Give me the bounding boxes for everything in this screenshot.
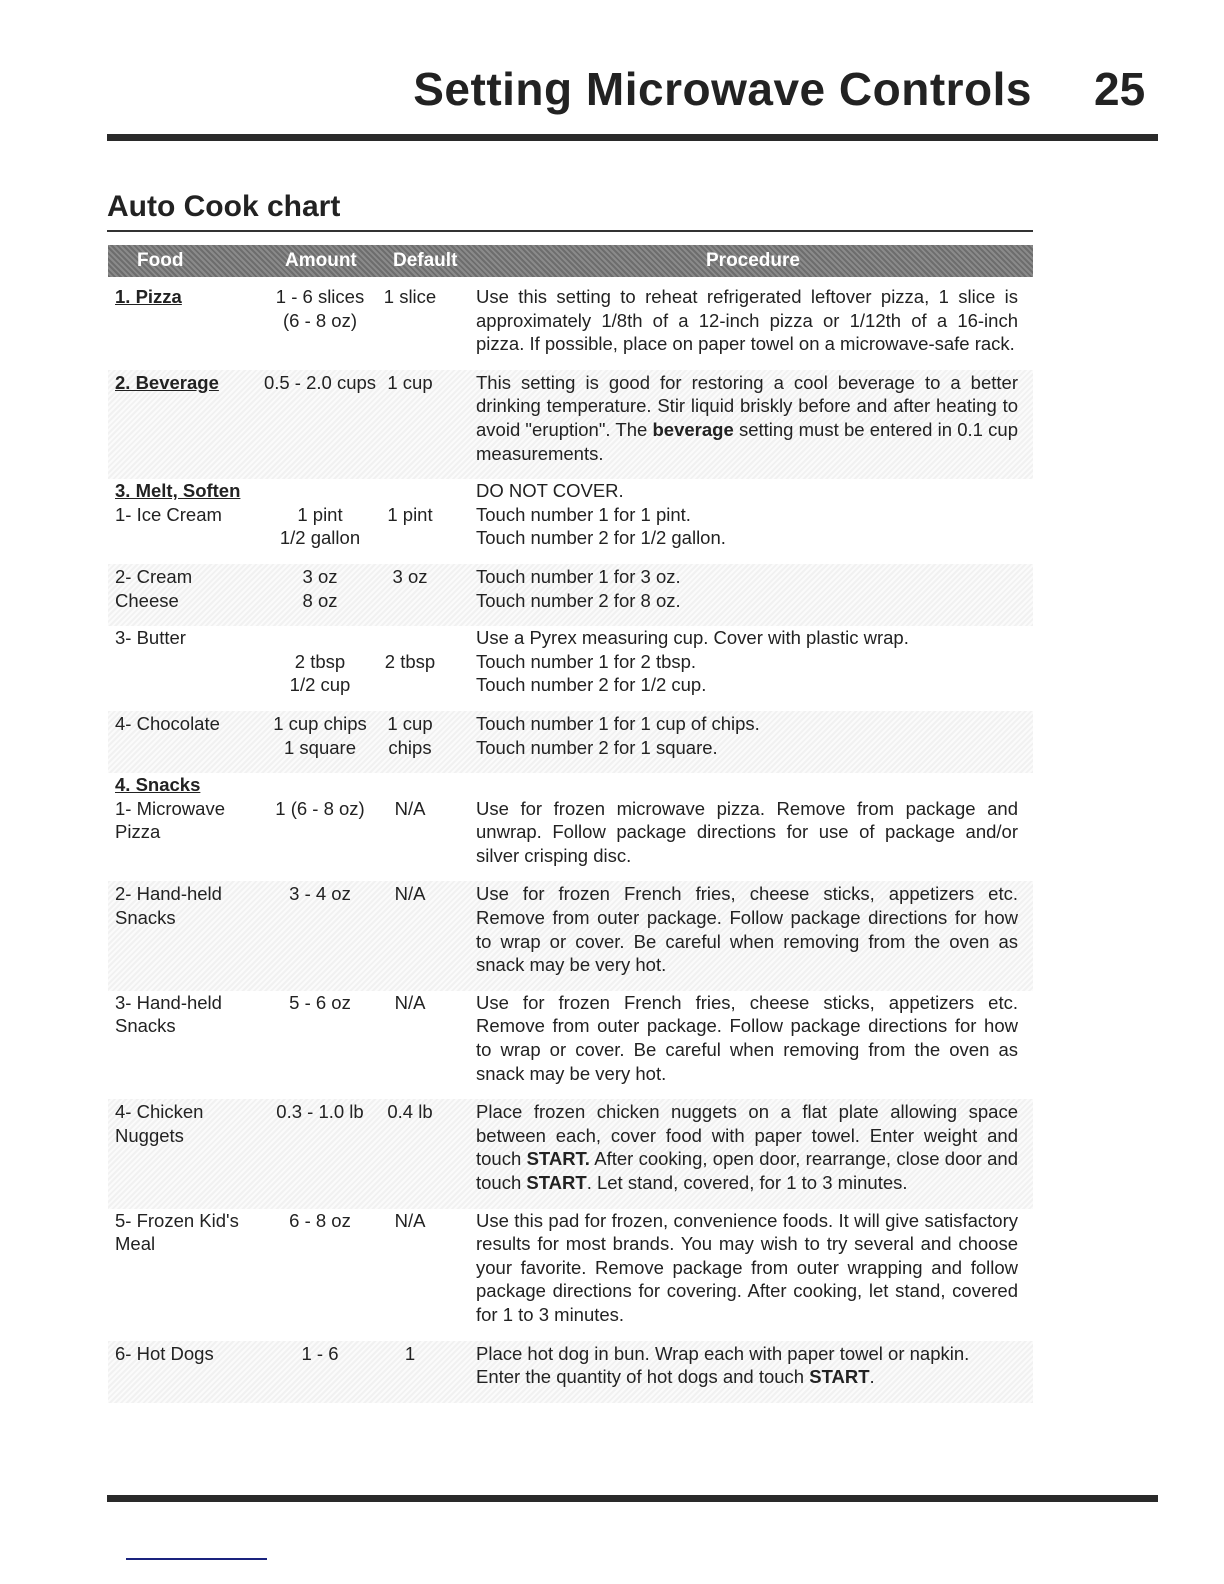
food-cell: 4- Chicken Nuggets <box>115 1101 204 1146</box>
default-cell <box>370 285 450 356</box>
procedure-text: DO NOT COVER. <box>476 480 624 502</box>
section-title: Auto Cook chart <box>107 190 341 223</box>
procedure-text: . Let stand, covered, for 1 to 3 minutes. <box>586 1172 908 1193</box>
section-rule <box>107 230 1033 232</box>
default-line: N/A <box>394 1209 426 1231</box>
default-cell <box>370 773 450 797</box>
procedure-text: Use for frozen French fries, cheese sticks, appetizers etc. Remove from outer package. Follow package directions for how to wrap or cover. Be careful when removing from the oven as snack may be very hot. <box>476 991 1018 1084</box>
amount-line: 1 square <box>284 736 356 758</box>
default-line: 1 cup <box>387 712 433 734</box>
procedure-text: Touch number 2 for 8 oz. <box>476 589 681 611</box>
procedure-cell <box>476 991 1018 1085</box>
procedure-cell <box>476 712 1018 759</box>
top-rule <box>107 134 1158 141</box>
page-number: 25 <box>1094 63 1146 115</box>
default-cell <box>370 371 450 465</box>
procedure-cell <box>476 626 1018 697</box>
default-line: N/A <box>394 991 426 1013</box>
auto-cook-table <box>108 285 1033 1403</box>
procedure-text: . <box>869 1366 875 1388</box>
procedure-text: Use a Pyrex measuring cup. Cover with plastic wrap. <box>476 627 909 649</box>
amount-line: 1/2 gallon <box>279 527 361 549</box>
procedure-text: Touch number 1 for 1 cup of chips. <box>476 712 760 734</box>
default-cell <box>370 797 450 868</box>
amount-line: 1 pint <box>297 503 343 525</box>
amount-line: 0.5 - 2.0 cups <box>263 371 377 393</box>
amount-line: 1 cup chips <box>273 712 367 734</box>
procedure-cell <box>476 565 1018 612</box>
procedure-text: Use for frozen French fries, cheese sticks, appetizers etc. Remove from outer package. Follow package directions for how to wrap or cover. Be careful when removing from the oven as snack may be very hot. <box>476 883 1018 976</box>
food-cell: 2- Hand-held Snacks <box>115 883 222 929</box>
table-row <box>108 503 1033 564</box>
default-line: chips <box>388 736 432 758</box>
default-line: 2 tbsp <box>384 650 436 672</box>
procedure-emphasis: START <box>809 1366 870 1388</box>
food-cell: 1- Ice Cream <box>115 503 222 525</box>
procedure-text: Place hot dog in bun. Wrap each with paper towel or napkin. <box>476 1342 970 1364</box>
food-cell: 1- Microwave Pizza <box>115 797 225 843</box>
procedure-text: Touch number 1 for 3 oz. <box>476 565 681 587</box>
procedure-text: Touch number 2 for 1/2 cup. <box>476 674 707 696</box>
default-cell <box>370 565 450 612</box>
column-header-food: Food <box>137 250 184 271</box>
default-line: 1 cup <box>387 371 433 393</box>
default-cell <box>370 503 450 550</box>
default-cell <box>370 1209 450 1327</box>
amount-line: 0.3 - 1.0 lb <box>276 1101 364 1123</box>
food-cell: 5- Frozen Kid's Meal <box>115 1209 239 1255</box>
table-row <box>108 881 1033 990</box>
footer-link-line <box>126 1558 267 1560</box>
procedure-text: Use this setting to reheat refrigerated leftover pizza, 1 slice is approximately 1/8th of a 12-inch pizza or 1/12th of a 16-inch pizza. If possible, place on paper towel on a microwave-safe rack. <box>476 286 1018 355</box>
default-line: N/A <box>394 797 426 819</box>
table-row <box>108 1099 1033 1208</box>
table-row <box>108 479 1033 503</box>
amount-line: 1/2 cup <box>289 674 351 696</box>
default-cell <box>370 991 450 1085</box>
default-line: 1 slice <box>383 286 437 307</box>
table-row <box>108 991 1033 1099</box>
table-row <box>108 797 1033 882</box>
default-cell <box>370 479 450 503</box>
procedure-emphasis: START <box>526 1172 587 1193</box>
procedure-text: setting must be entered in 0.1 cup measurements. <box>476 418 1018 464</box>
default-cell <box>370 882 450 976</box>
procedure-cell <box>476 1209 1018 1327</box>
procedure-text: Place frozen chicken nuggets on a flat plate allowing space between each, cover food with paper towel. Enter weight and touch <box>476 1101 1018 1170</box>
amount-line: 1 (6 - 8 oz) <box>275 797 365 819</box>
food-cell: 6- Hot Dogs <box>115 1342 214 1364</box>
procedure-cell <box>476 371 1018 465</box>
procedure-emphasis: START. <box>526 1148 590 1170</box>
table-row <box>108 1209 1033 1341</box>
default-cell <box>370 1100 450 1194</box>
table-row <box>108 773 1033 797</box>
procedure-cell <box>476 285 1018 356</box>
procedure-text: Touch number 1 for 1 pint. <box>476 503 691 525</box>
procedure-cell <box>476 797 1018 868</box>
procedure-text: Touch number 2 for 1/2 gallon. <box>476 527 726 549</box>
column-header-amount: Amount <box>285 250 357 271</box>
procedure-cell <box>476 479 1018 503</box>
procedure-text: Use for frozen microwave pizza. Remove from package and unwrap. Follow package directions for use of package and/or silver crisping disc. <box>476 797 1018 866</box>
table-row <box>108 370 1033 479</box>
amount-line: 5 - 6 oz <box>289 991 351 1013</box>
default-cell <box>370 712 450 759</box>
procedure-text: This setting is good for restoring a cool beverage to a better drinking temperature. Stir liquid briskly before and after heating to avoid "eruption". The <box>476 371 1018 440</box>
table-row <box>108 711 1033 773</box>
amount-line: 3 oz <box>302 565 338 587</box>
procedure-cell <box>476 882 1018 976</box>
table-row <box>108 564 1033 626</box>
procedure-cell <box>476 773 1018 797</box>
default-line: 1 <box>404 1342 416 1364</box>
table-row <box>108 626 1033 711</box>
amount-line: 1 - 6 <box>301 1342 339 1364</box>
procedure-text: After cooking, open door, rearrange, close door and touch <box>476 1148 1018 1193</box>
amount-line: (6 - 8 oz) <box>282 309 358 331</box>
food-cell: 2. Beverage <box>115 371 219 393</box>
procedure-text: Enter the quantity of hot dogs and touch <box>476 1366 810 1388</box>
food-cell: 3- Butter <box>115 627 186 649</box>
food-cell: 4. Snacks <box>115 774 201 796</box>
default-line: 0.4 lb <box>387 1101 433 1123</box>
table-row <box>108 1341 1033 1403</box>
page-title: Setting Microwave Controls <box>413 63 1032 115</box>
food-cell: 4- Chocolate <box>115 712 220 734</box>
procedure-cell <box>476 503 1018 550</box>
bottom-rule <box>107 1495 1158 1502</box>
default-cell <box>370 1342 450 1389</box>
food-cell: 3. Melt, Soften <box>115 480 241 502</box>
amount-line: 6 - 8 oz <box>289 1209 351 1231</box>
procedure-emphasis: beverage <box>652 418 734 440</box>
table-header <box>108 245 1033 277</box>
default-line <box>370 626 450 650</box>
procedure-text: Use this pad for frozen, convenience foods. It will give satisfactory results for most brands. You may wish to try several and choose your favorite. Remove package from outer wrapping and follow package directions for covering. After cooking, let stand, covered for 1 to 3 minutes. <box>476 1209 1018 1325</box>
procedure-cell <box>476 1100 1018 1194</box>
default-line: N/A <box>394 883 426 905</box>
column-header-procedure: Procedure <box>706 250 800 271</box>
amount-line: 8 oz <box>302 589 338 611</box>
food-cell: 1. Pizza <box>115 286 182 307</box>
procedure-cell <box>476 1342 1018 1389</box>
food-cell: 2- Cream Cheese <box>115 565 193 611</box>
amount-line: 3 - 4 oz <box>289 883 351 905</box>
default-line: 1 pint <box>387 503 433 525</box>
default-line: 3 oz <box>392 565 428 587</box>
column-header-default: Default <box>393 250 458 271</box>
procedure-text: Touch number 1 for 2 tbsp. <box>476 650 697 672</box>
table-row <box>108 285 1033 370</box>
default-cell <box>370 626 450 697</box>
amount-line: 2 tbsp <box>294 650 346 672</box>
amount-line: 1 - 6 slices <box>275 286 365 307</box>
procedure-text: Touch number 2 for 1 square. <box>476 736 718 758</box>
food-cell: 3- Hand-held Snacks <box>115 991 222 1037</box>
